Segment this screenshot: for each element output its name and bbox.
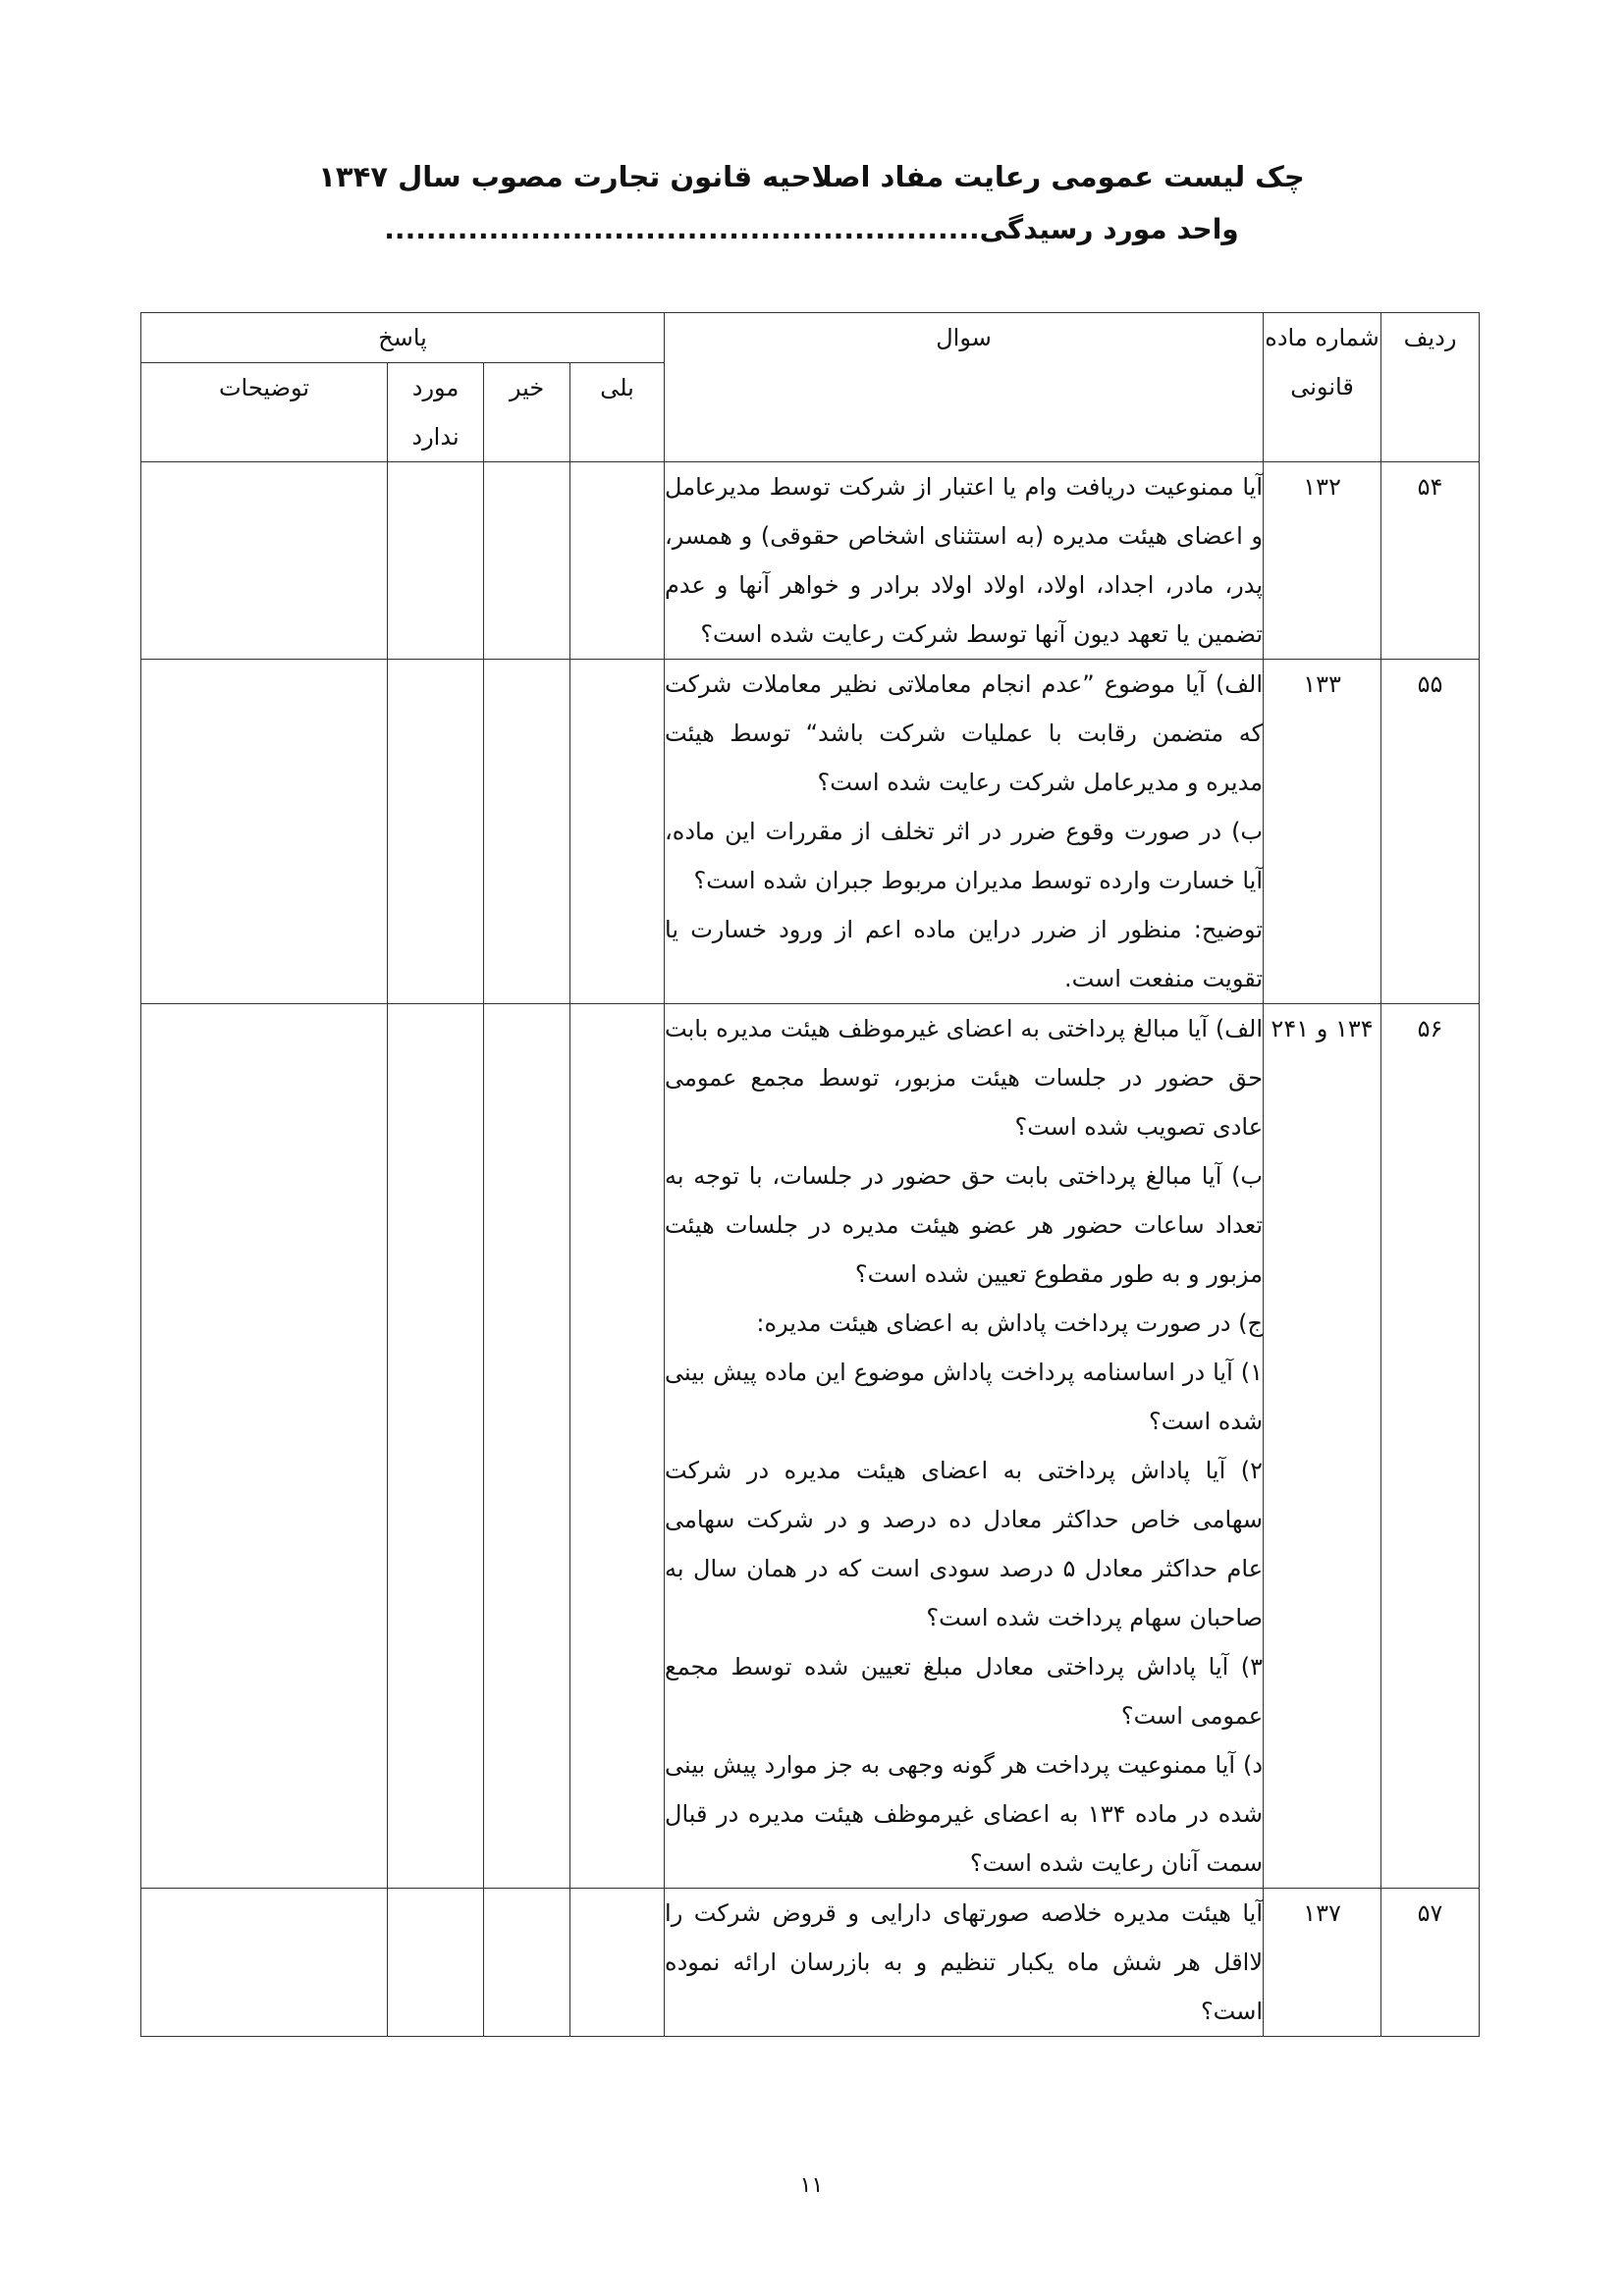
answer-notes-cell[interactable] xyxy=(141,1004,388,1889)
question-paragraph: د) آیا ممنوعیت پرداخت هر گونه وجهی به جز موارد پیش بینی شده در ماده ۱۳۴ به اعضای غیرموظف هیئت مدیره در قبال سمت آنان رعایت شده است؟ xyxy=(665,1751,1264,1877)
question-cell xyxy=(665,462,1264,660)
question-paragraph: توضیح: منظور از ضرر دراین ماده اعم از ورود خسارت یا تقویت منفعت است. xyxy=(665,916,1264,992)
header-answer: پاسخ xyxy=(141,313,665,363)
answer-yes-cell[interactable] xyxy=(570,660,665,1004)
article-number-cell: ۱۳۲ xyxy=(1264,462,1381,660)
question-cell xyxy=(665,1004,1264,1889)
header-row-no: ردیف xyxy=(1381,313,1480,462)
question-paragraph: آیا ممنوعیت دریافت وام یا اعتبار از شرکت توسط مدیرعامل و اعضای هیئت مدیره (به استثنای اشخاص حقوقی) و همسر، پدر، مادر، اجداد، اولاد، اولاد اولاد برادر و خواهر آنها و عدم تضمین یا تعهد دیون آنها توسط شرکت رعایت شده است؟ xyxy=(665,473,1264,648)
question-paragraph: ۳) آیا پاداش پرداختی معادل مبلغ تعیین شده توسط مجمع عمومی است؟ xyxy=(665,1653,1264,1730)
audited-unit-line: واحد مورد رسیدگی......................................................... xyxy=(384,213,1239,245)
table-body xyxy=(141,462,1480,2037)
answer-no-cell[interactable] xyxy=(484,660,570,1004)
document-title: چک لیست عمومی رعایت مفاد اصلاحیه قانون تجارت مصوب سال ۱۳۴۷ xyxy=(318,160,1305,193)
question-paragraph: الف) آیا مبالغ پرداختی به اعضای غیرموظف هیئت مدیره بابت حق حضور در جلسات هیئت مزبور، توسط مجمع عمومی عادی تصویب شده است؟ xyxy=(665,1015,1264,1141)
row-number-cell: ۵۵ xyxy=(1381,660,1480,1004)
row-number-cell: ۵۴ xyxy=(1381,462,1480,660)
header-notes: توضیحات xyxy=(141,363,388,462)
answer-not-applicable-cell[interactable] xyxy=(388,1889,484,2037)
question-paragraph: ب) در صورت وقوع ضرر در اثر تخلف از مقررات این ماده، آیا خسارت وارده توسط مدیران مربوط جبران شده است؟ xyxy=(665,818,1264,894)
article-number-cell: ۱۳۴ و ۲۴۱ xyxy=(1264,1004,1381,1889)
table-row xyxy=(141,1889,1480,2037)
answer-no-cell[interactable] xyxy=(484,1889,570,2037)
question-cell xyxy=(665,1889,1264,2037)
question-paragraph: ج) در صورت پرداخت پاداش به اعضای هیئت مدیره: xyxy=(756,1309,1264,1337)
header-question: سوال xyxy=(665,313,1264,462)
header-row-1 xyxy=(141,313,1480,363)
question-cell xyxy=(665,660,1264,1004)
question-paragraph: ب) آیا مبالغ پرداختی بابت حق حضور در جلسات، با توجه به تعداد ساعات حضور هر عضو هیئت مدیره در جلسات هیئت مزبور و به طور مقطوع تعیین شده است؟ xyxy=(665,1162,1264,1288)
article-number-cell: ۱۳۳ xyxy=(1264,660,1381,1004)
header-no: خیر xyxy=(484,363,570,462)
question-paragraph: ۱) آیا در اساسنامه پرداخت پاداش موضوع این ماده پیش بینی شده است؟ xyxy=(665,1359,1264,1435)
answer-no-cell[interactable] xyxy=(484,1004,570,1889)
answer-yes-cell[interactable] xyxy=(570,462,665,660)
row-number-cell: ۵۶ xyxy=(1381,1004,1480,1889)
answer-yes-cell[interactable] xyxy=(570,1004,665,1889)
answer-notes-cell[interactable] xyxy=(141,1889,388,2037)
header-not-applicable: مورد ندارد xyxy=(388,363,484,462)
header-article-no: شماره ماده قانونی xyxy=(1264,313,1381,462)
answer-no-cell[interactable] xyxy=(484,462,570,660)
answer-yes-cell[interactable] xyxy=(570,1889,665,2037)
answer-not-applicable-cell[interactable] xyxy=(388,1004,484,1889)
page-number: ۱۱ xyxy=(799,2173,824,2198)
header-yes: بلی xyxy=(570,363,665,462)
row-number-cell: ۵۷ xyxy=(1381,1889,1480,2037)
question-paragraph: الف) آیا موضوع ”عدم انجام معاملاتی نظیر معاملات شرکت که متضمن رقابت با عملیات شرکت باشد“ توسط هیئت مدیره و مدیرعامل شرکت رعایت شده است؟ xyxy=(665,670,1264,796)
question-paragraph: آیا هیئت مدیره خلاصه صورتهای دارایی و قروض شرکت را لااقل هر شش ماه یکبار تنظیم و به بازرسان ارائه نموده است؟ xyxy=(665,1899,1264,2025)
table-row xyxy=(141,1004,1480,1889)
question-paragraph: ۲) آیا پاداش پرداختی به اعضای هیئت مدیره در شرکت سهامی خاص حداکثر معادل ده درصد و در شرکت سهامی عام حداکثر معادل ۵ درصد سودی است که در همان سال به صاحبان سهام پرداخت شده است؟ xyxy=(665,1457,1264,1631)
answer-not-applicable-cell[interactable] xyxy=(388,462,484,660)
table-row xyxy=(141,462,1480,660)
answer-not-applicable-cell[interactable] xyxy=(388,660,484,1004)
answer-notes-cell[interactable] xyxy=(141,660,388,1004)
article-number-cell: ۱۳۷ xyxy=(1264,1889,1381,2037)
answer-notes-cell[interactable] xyxy=(141,462,388,660)
table-row xyxy=(141,660,1480,1004)
checklist-table xyxy=(140,312,1480,2037)
